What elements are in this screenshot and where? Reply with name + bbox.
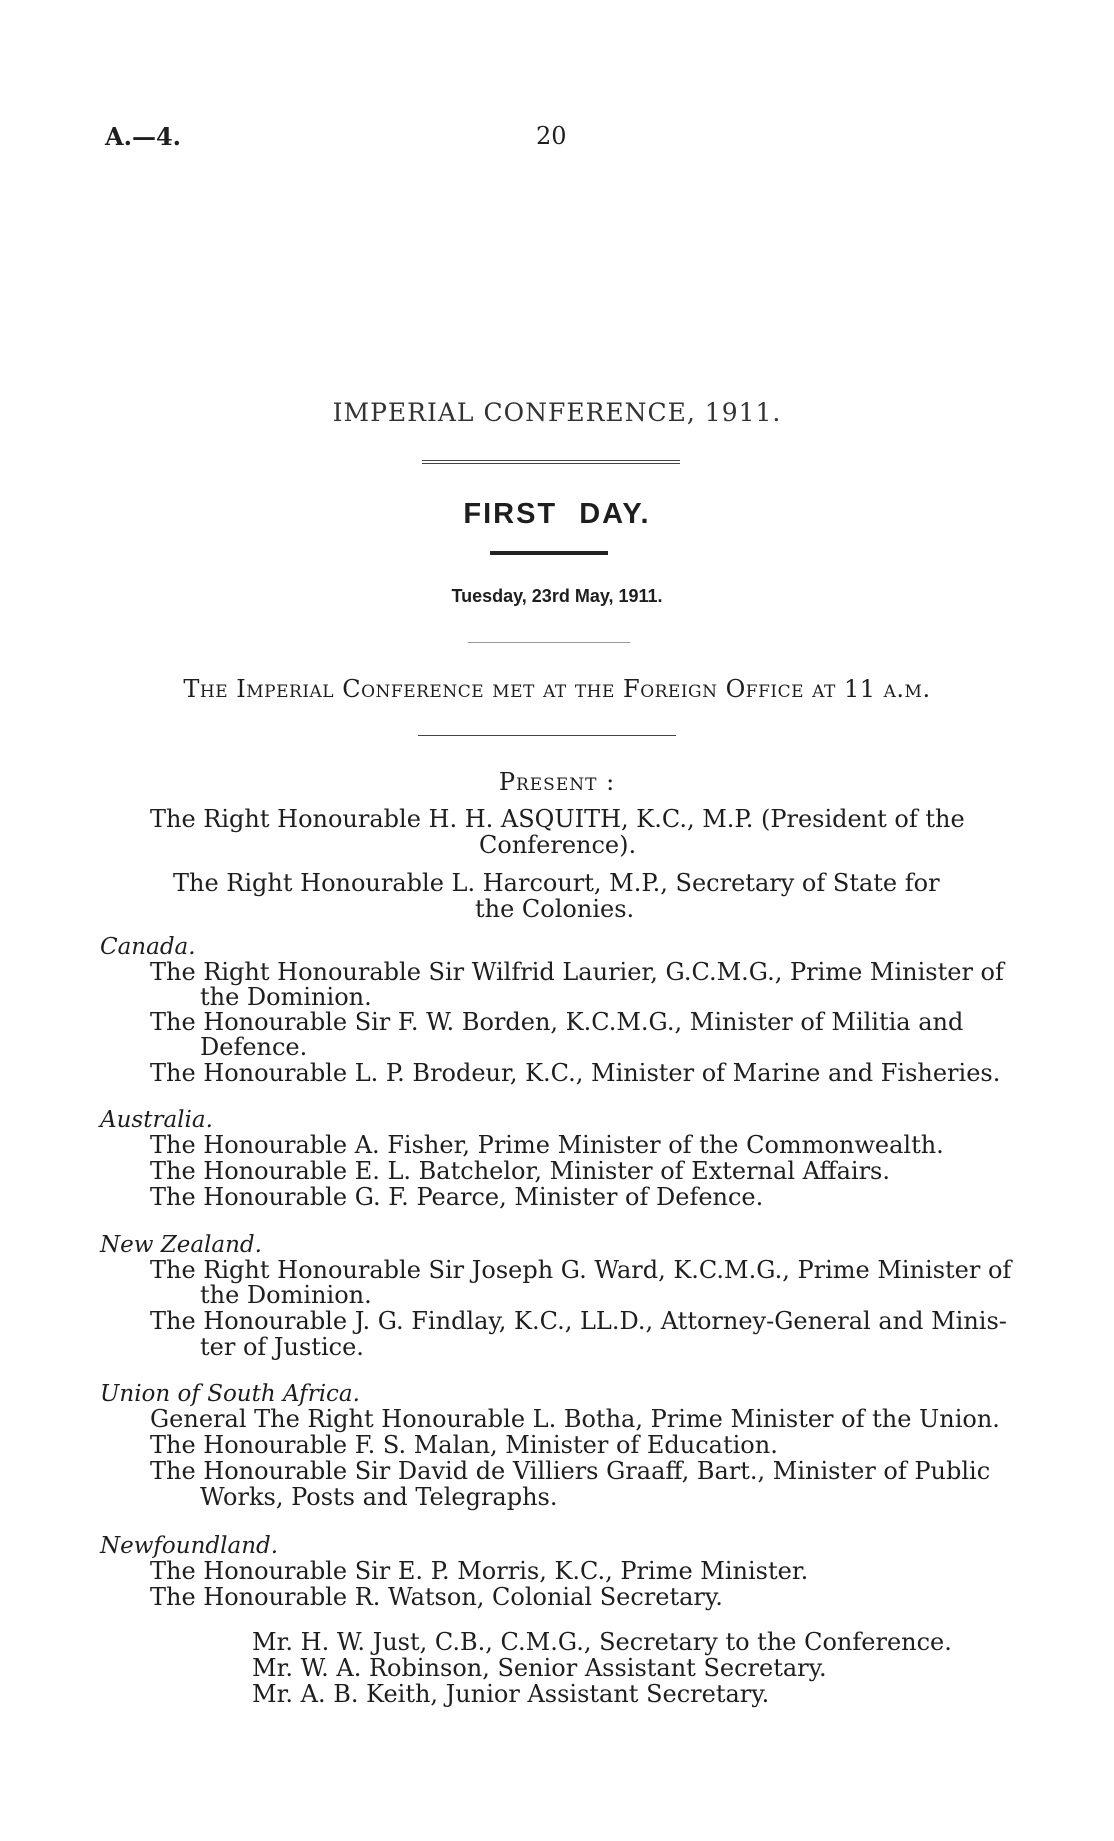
member-line-cont: Works, Posts and Telegraphs. <box>200 1483 558 1511</box>
member-line-cont: the Dominion. <box>200 1281 372 1309</box>
member-line: The Honourable Sir David de Villiers Graaff, Bart., Minister of Public <box>150 1457 991 1485</box>
meeting-date: Tuesday, 23rd May, 1911. <box>451 586 663 606</box>
member-line: The Honourable G. F. Pearce, Minister of Defence. <box>150 1183 764 1211</box>
section-heading-australia: Australia. <box>100 1107 213 1133</box>
member-line: The Honourable J. G. Findlay, K.C., LL.D., Attorney-General and Minis- <box>150 1307 1007 1335</box>
section-heading-canada: Canada. <box>100 934 196 960</box>
member-line-cont: ter of Justice. <box>200 1333 364 1361</box>
thin-rule-2 <box>418 735 676 736</box>
thick-rule <box>490 551 608 555</box>
page-number: 20 <box>536 122 567 150</box>
president-line-cont: Conference). <box>479 831 637 859</box>
member-line-cont: the Dominion. <box>200 983 372 1011</box>
thin-rule <box>468 642 630 643</box>
secretary-line: Mr. H. W. Just, C.B., C.M.G., Secretary to the Conference. <box>252 1628 952 1656</box>
section-heading-south-africa: Union of South Africa. <box>100 1381 360 1407</box>
conference-title: IMPERIAL CONFERENCE, 1911. <box>332 398 782 427</box>
meeting-statement: The Imperial Conference met at the Foreign Office at 11 a.m. <box>183 675 931 703</box>
president-line: The Right Honourable H. H. ASQUITH, K.C., M.P. (President of the <box>150 805 965 833</box>
member-line: The Honourable F. S. Malan, Minister of Education. <box>150 1431 778 1459</box>
member-line: The Right Honourable Sir Joseph G. Ward, K.C.M.G., Prime Minister of <box>150 1256 1012 1284</box>
member-line: General The Right Honourable L. Botha, Prime Minister of the Union. <box>150 1405 1000 1433</box>
section-heading-new-zealand: New Zealand. <box>100 1232 262 1258</box>
member-line: The Honourable L. P. Brodeur, K.C., Minister of Marine and Fisheries. <box>150 1059 1001 1087</box>
secretary-line: Mr. W. A. Robinson, Senior Assistant Secretary. <box>252 1654 827 1682</box>
member-line: The Honourable Sir E. P. Morris, K.C., Prime Minister. <box>150 1557 809 1585</box>
secretary-line: Mr. A. B. Keith, Junior Assistant Secretary. <box>252 1680 770 1708</box>
present-heading: Present : <box>498 768 616 796</box>
member-line: The Honourable E. L. Batchelor, Minister of External Affairs. <box>150 1157 890 1185</box>
member-line: The Honourable R. Watson, Colonial Secretary. <box>150 1583 723 1611</box>
member-line: The Honourable A. Fisher, Prime Minister of the Commonwealth. <box>150 1131 944 1159</box>
colonial-secretary-line: The Right Honourable L. Harcourt, M.P., Secretary of State for <box>173 869 940 897</box>
document-reference: A.—4. <box>105 122 182 151</box>
member-line: The Honourable Sir F. W. Borden, K.C.M.G., Minister of Militia and <box>150 1008 964 1036</box>
section-heading-newfoundland: Newfoundland. <box>100 1533 279 1559</box>
day-title: FIRST DAY. <box>463 498 651 530</box>
double-rule <box>422 460 680 464</box>
member-line: The Right Honourable Sir Wilfrid Laurier, G.C.M.G., Prime Minister of <box>150 958 1004 986</box>
member-line-cont: Defence. <box>200 1033 308 1061</box>
colonial-secretary-line-cont: the Colonies. <box>475 895 635 923</box>
